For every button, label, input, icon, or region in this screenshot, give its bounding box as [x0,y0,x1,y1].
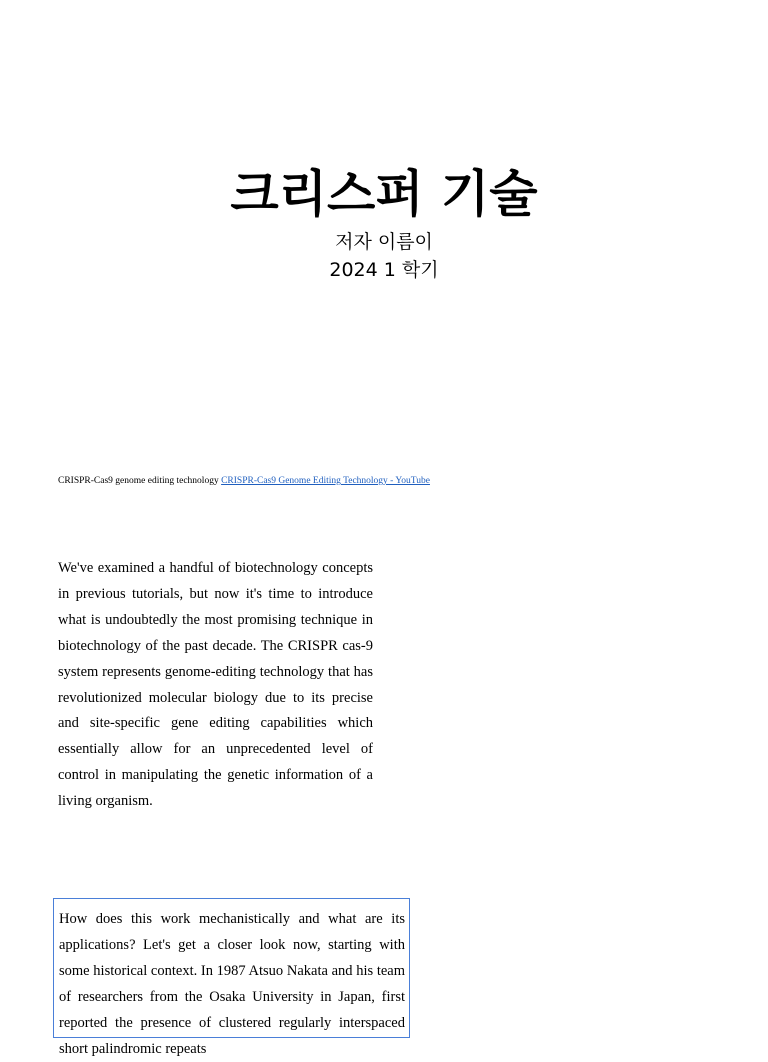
figure-caption [58,475,430,487]
author-line: 저자 이름이 [335,231,433,253]
highlighted-text-box [53,898,410,1057]
youtube-link[interactable]: CRISPR-Cas9 Genome Editing Technology - YouTube [221,476,430,486]
date-line: 2024 1 학기 [329,259,439,281]
document-title: 크리스퍼 기술 [230,165,538,223]
caption-text: CRISPR-Cas9 genome editing technology [58,476,222,486]
boxed-paragraph: How does this work mechanistically and what are its applications? Let's get a closer look now, starting with some historical context. In 1987 Atsuo Nakata and his team of researchers from the Osaka University in Japan, first reported the presence of clustered regularly interspaced short palindromic repeats [59,911,405,1057]
cover-block [0,160,768,284]
intro-paragraph: We've examined a handful of biotechnology concepts in previous tutorials, but now it's time to introduce what is undoubtedly the most promising technique in biotechnology of the past decade. The CRISPR cas-9 system represents genome-editing technology that has revolutionized molecular biology due to its precise and site-specific gene editing capabilities which essentially allow for an unprecedented level of control in manipulating the genetic information of a living organism. [58,560,373,810]
